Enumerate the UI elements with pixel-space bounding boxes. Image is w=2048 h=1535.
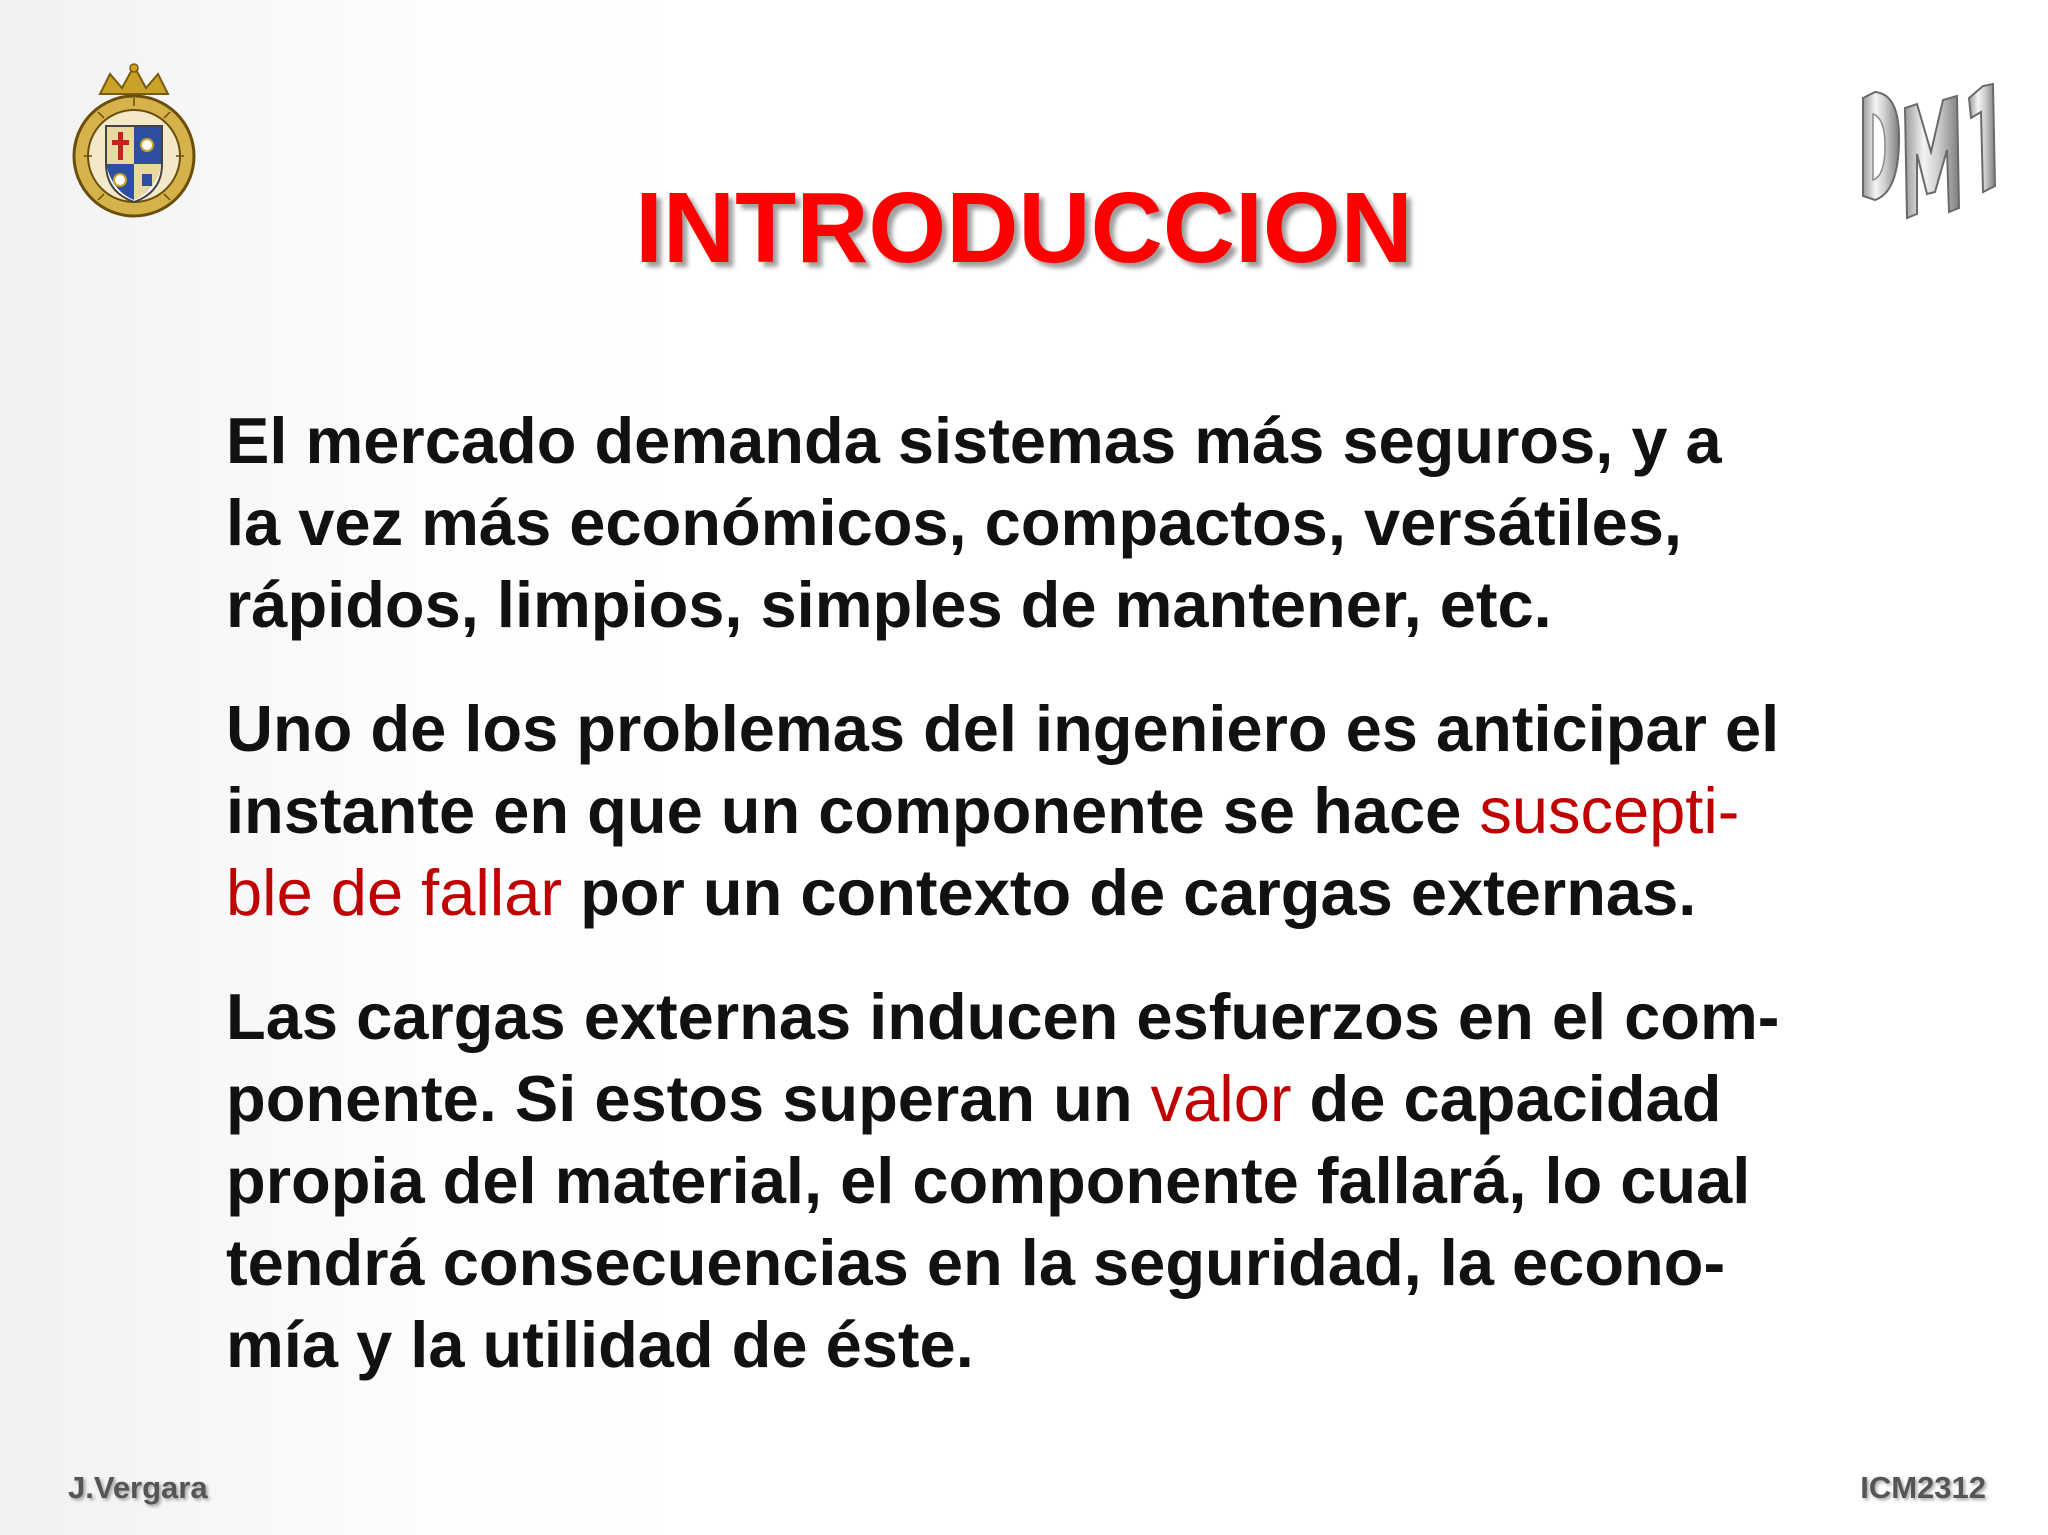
paragraph-line: Uno de los problemas del ingeniero es anticipar el xyxy=(226,692,1780,765)
highlight-text: valor xyxy=(1150,1062,1292,1135)
paragraph-line xyxy=(226,770,1906,852)
paragraph-line: propia del material, el componente fallará, lo cual xyxy=(226,1144,1751,1217)
paragraph-line: tendrá consecuencias en la seguridad, la econo- xyxy=(226,1226,1726,1299)
paragraph-2 xyxy=(226,688,1906,934)
footer-course-code: ICM2312 xyxy=(1860,1470,1986,1505)
paragraph-line: la vez más económicos, compactos, versátiles, xyxy=(226,486,1682,559)
paragraph-line: El mercado demanda sistemas más seguros, y a xyxy=(226,404,1722,477)
paragraph-line: mía y la utilidad de éste. xyxy=(226,1308,974,1381)
footer-author: J.Vergara xyxy=(68,1470,208,1505)
paragraph-text: ponente. Si estos superan un xyxy=(226,1062,1151,1135)
highlight-text: suscepti- xyxy=(1479,774,1740,847)
paragraph-text: instante en que un componente se hace xyxy=(226,774,1480,847)
slide-title: INTRODUCCION xyxy=(635,172,1413,284)
paragraph-text: por un contexto de cargas externas. xyxy=(562,856,1697,929)
highlight-text: ble de fallar xyxy=(226,856,563,929)
slide-body xyxy=(226,400,1906,1428)
paragraph-text: de capacidad xyxy=(1291,1062,1722,1135)
paragraph-line: rápidos, limpios, simples de mantener, etc. xyxy=(226,568,1552,641)
paragraph-3 xyxy=(226,976,1906,1386)
paragraph-line xyxy=(226,1058,1906,1140)
paragraph-1 xyxy=(226,400,1906,646)
paragraph-line: Las cargas externas inducen esfuerzos en el com- xyxy=(226,980,1780,1053)
paragraph-line xyxy=(226,852,1906,934)
